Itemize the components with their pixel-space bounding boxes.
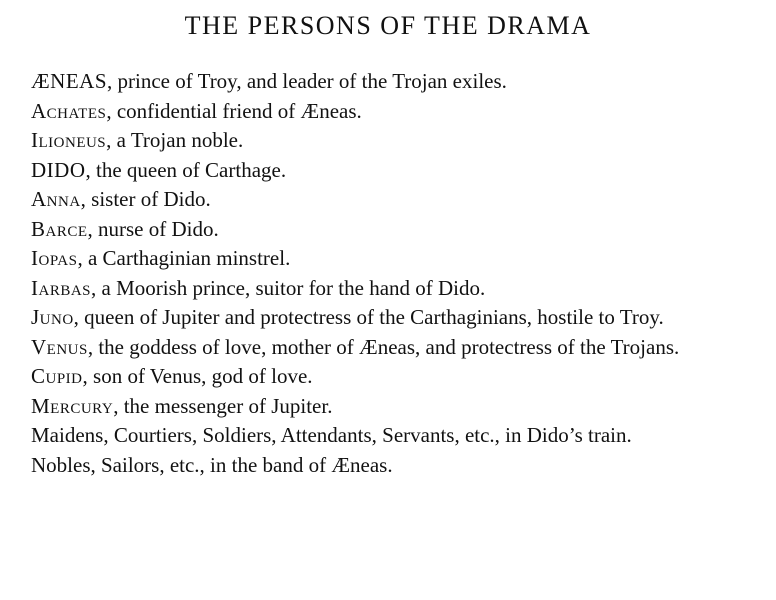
page-title: THE PERSONS OF THE DRAMA	[184, 11, 592, 40]
list-item	[31, 421, 747, 451]
list-item	[31, 244, 747, 274]
group-description: Nobles, Sailors, etc., in the band of Æneas.	[31, 452, 393, 477]
list-item	[31, 362, 747, 392]
character-name: Achates	[31, 98, 107, 123]
character-name: Mercury	[31, 393, 114, 418]
list-item	[31, 451, 747, 481]
character-description: , sister of Dido.	[80, 187, 211, 211]
character-description: , a Carthaginian minstrel.	[77, 246, 291, 270]
list-item	[31, 303, 747, 333]
group-description: Maidens, Courtiers, Soldiers, Attendants, Servants, etc., in Dido’s train.	[31, 423, 632, 447]
list-item	[31, 67, 747, 97]
list-item	[31, 392, 747, 422]
list-item	[31, 185, 747, 215]
list-item	[31, 156, 747, 186]
list-item	[31, 97, 747, 127]
character-description: , queen of Jupiter and protectress of the Carthaginians, hostile to Troy.	[73, 305, 664, 329]
character-name: ÆNEAS	[31, 69, 108, 93]
character-name: Cupid	[31, 364, 83, 388]
character-name: Iarbas	[31, 275, 92, 300]
character-name: Ilioneus	[31, 128, 107, 152]
list-item	[31, 126, 747, 156]
character-description: , the goddess of love, mother of Æneas, and protectress of the Trojans.	[87, 334, 680, 359]
character-description: , son of Venus, god of love.	[82, 364, 313, 388]
list-item	[31, 274, 747, 304]
character-description: , the messenger of Jupiter.	[113, 393, 333, 418]
character-description: , a Moorish prince, suitor for the hand of Dido.	[91, 275, 486, 300]
character-name: Juno	[31, 305, 74, 329]
character-description: , nurse of Dido.	[87, 216, 219, 241]
character-description: , confidential friend of Æneas.	[106, 98, 362, 123]
character-name: DIDO	[31, 157, 86, 182]
character-description: , a Trojan noble.	[106, 128, 244, 152]
character-description: , prince of Troy, and leader of the Trojan exiles.	[107, 69, 507, 93]
character-name: Iopas	[31, 246, 78, 270]
dramatis-personae-list	[31, 67, 747, 480]
character-name: Anna	[31, 187, 81, 211]
list-item	[31, 215, 747, 245]
list-item	[31, 333, 747, 363]
character-name: Barce	[31, 216, 88, 241]
character-name: Venus	[31, 334, 88, 359]
character-description: , the queen of Carthage.	[85, 157, 287, 182]
